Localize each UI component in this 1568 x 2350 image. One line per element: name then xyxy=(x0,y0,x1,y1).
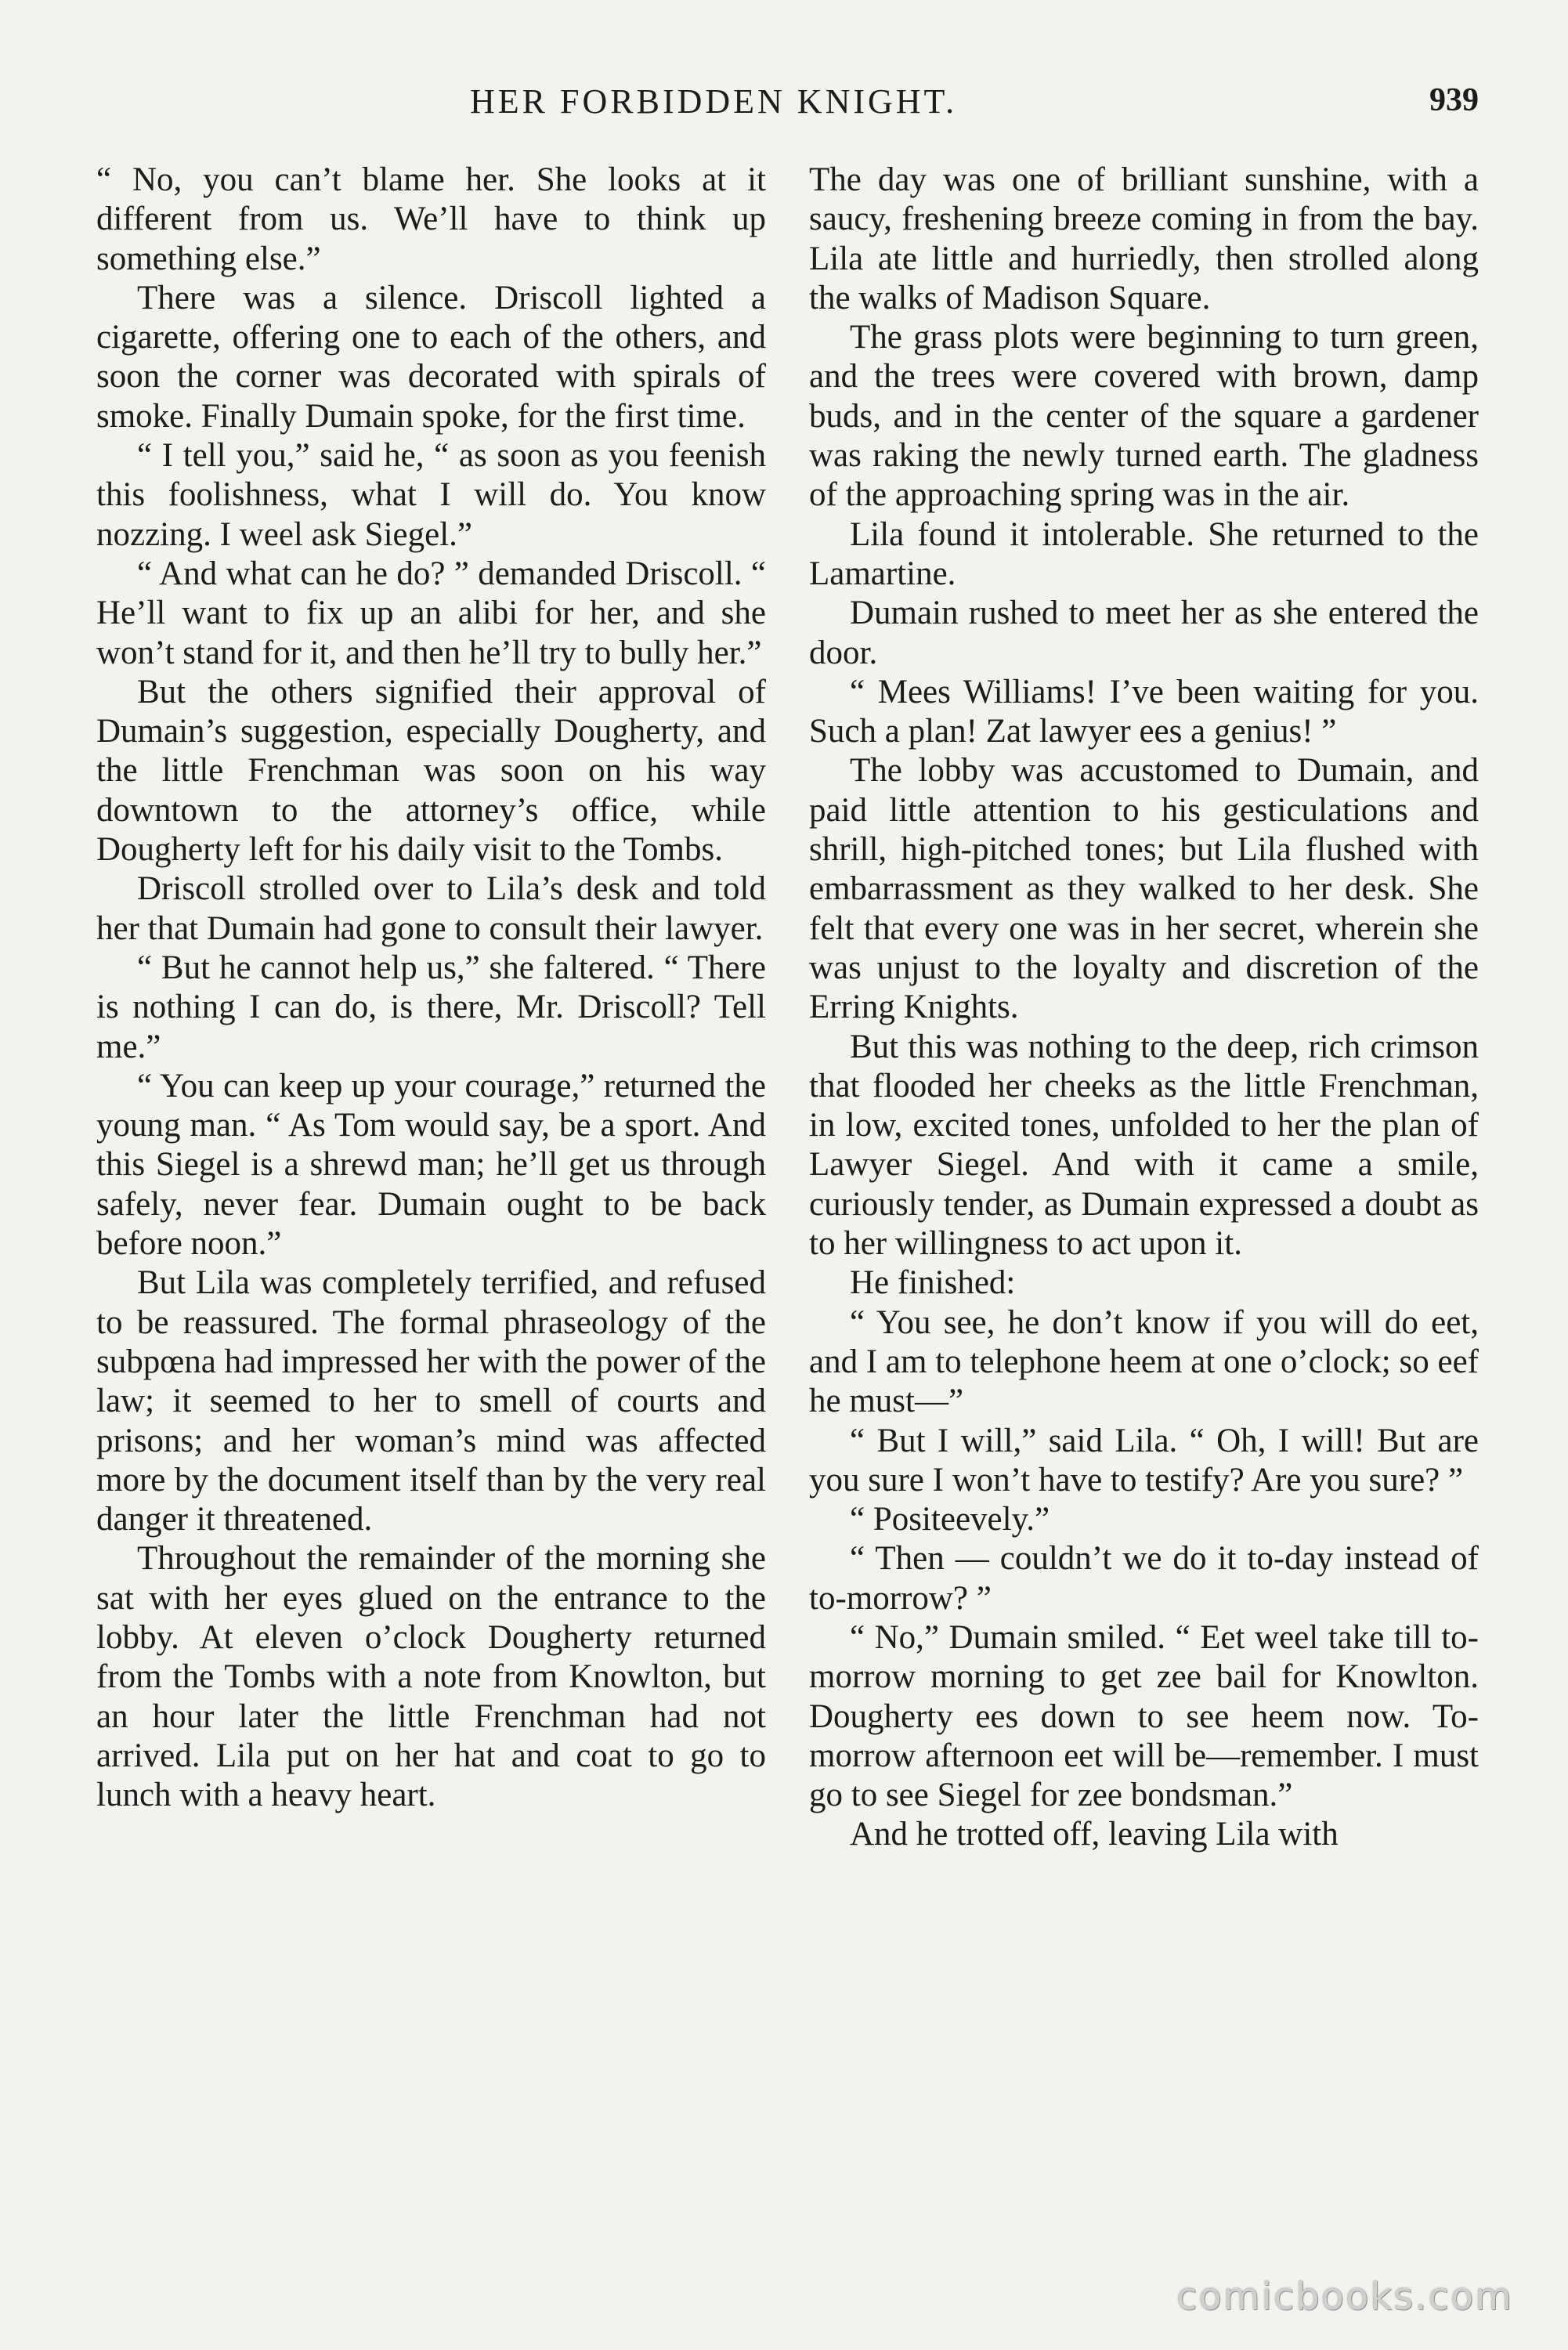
paragraph: “ Mees Williams! I’ve been waiting for you. Such a plan! Zat lawyer ees a genius! ” xyxy=(809,673,1479,750)
paragraph: Dumain rushed to meet her as she entered the door. xyxy=(809,595,1479,671)
paragraph: Lila found it intolerable. She returned to the Lamartine. xyxy=(809,515,1479,592)
paragraph: The lobby was accustomed to Dumain, and paid little attention to his gesticulations and shrill, high-pitched tones; but Lila flushed with embarrassment as they walked to her desk. She felt that every one was in her secret, wherein she was unjust to the loyalty and discretion of the Erring Knights. xyxy=(809,752,1479,1026)
running-title: HER FORBIDDEN KNIGHT. xyxy=(470,82,958,121)
paragraph: “ And what can he do? ” demanded Driscoll. “ He’ll want to fix up an alibi for her, and she won’t stand for it, and then he’ll try to bully her.” xyxy=(96,555,766,671)
paragraph: But Lila was completely terrified, and refused to be reassured. The formal phraseology of the subpœna had impressed her with the power of the law; it seemed to her to smell of courts and prisons; and her woman’s mind was affected more by the document itself than by the very real danger it threatened. xyxy=(96,1264,767,1538)
paragraph: “ No, you can’t blame her. She looks at it different from us. We’ll have to think up something else.” xyxy=(96,161,766,277)
paragraph: But the others signified their approval of Dumain’s suggestion, especially Dougherty, and the little Frenchman was soon on his way downtown to the attorney’s office, while Dougherty left for his daily visit to the Tombs. xyxy=(96,673,766,869)
paragraph: There was a silence. Driscoll lighted a cigarette, offering one to each of the others, and soon the corner was decorated with spirals of smoke. Finally Dumain spoke, for the first time. xyxy=(96,279,766,435)
paragraph: “ You see, he don’t know if you will do eet, and I am to telephone heem at one o’clock; so eef he must—” xyxy=(809,1303,1479,1420)
page-number: 939 xyxy=(1429,82,1479,118)
paragraph: Throughout the remainder of the morning she sat with her eyes glued on the entrance to the lobby. At eleven o’clock Dougherty returned from the Tombs with a note from Knowlton, but an hour later the little Frenchman had not arrived. Lila put on her hat and coat to go to lunch with a heavy heart. xyxy=(96,1540,766,1814)
paragraph: The day was one of brilliant sunshine, with a saucy, freshening breeze coming in from the bay. Lila ate little and hurriedly, then strolled along the walks of Madison Square. xyxy=(809,161,1479,316)
watermark: comicbooks.com xyxy=(1176,2275,1513,2319)
paragraph: “ You can keep up your courage,” returned the young man. “ As Tom would say, be a sport. And this Siegel is a shrewd man; he’ll get us through safely, never fear. Dumain ought to be back before noon.” xyxy=(96,1067,766,1263)
paragraph: “ I tell you,” said he, “ as soon as you feenish this foolishness, what I will do. You know nozzing. I weel ask Siegel.” xyxy=(96,437,766,553)
paragraph: “ But he cannot help us,” she faltered. “ There is nothing I can do, is there, Mr. Driscoll? Tell me.” xyxy=(96,949,766,1065)
paragraph: The grass plots were beginning to turn green, and the trees were covered with brown, damp buds, and in the center of the square a gardener was raking the newly turned earth. The gladness of the approaching spring was in the air. xyxy=(809,319,1479,514)
left-column xyxy=(96,161,766,1815)
right-column xyxy=(809,161,1479,1855)
paragraph: He finished: xyxy=(850,1264,1016,1302)
page-header xyxy=(0,81,1568,136)
paragraph: Driscoll strolled over to Lila’s desk and told her that Dumain had gone to consult their lawyer. xyxy=(96,870,766,947)
paragraph: “ No,” Dumain smiled. “ Eet weel take till to-morrow morning to get zee bail for Knowlton. Dougherty ees down to see heem now. To-morrow afternoon eet will be—remember. I must go to see Siegel for zee bondsman.” xyxy=(809,1618,1479,1814)
paragraph: “ But I will,” said Lila. “ Oh, I will! But are you sure I won’t have to testify? Are you sure? ” xyxy=(809,1422,1479,1499)
paragraph: And he trotted off, leaving Lila with xyxy=(850,1816,1339,1853)
paragraph: But this was nothing to the deep, rich crimson that flooded her cheeks as the little Frenchman, in low, excited tones, unfolded to her the plan of Lawyer Siegel. And with it came a smile, curiously tender, as Dumain expressed a doubt as to her willingness to act upon it. xyxy=(809,1028,1479,1263)
paragraph: “ Then — couldn’t we do it to-day instead of to-morrow? ” xyxy=(809,1540,1479,1617)
paragraph: “ Positeevely.” xyxy=(850,1501,1050,1538)
